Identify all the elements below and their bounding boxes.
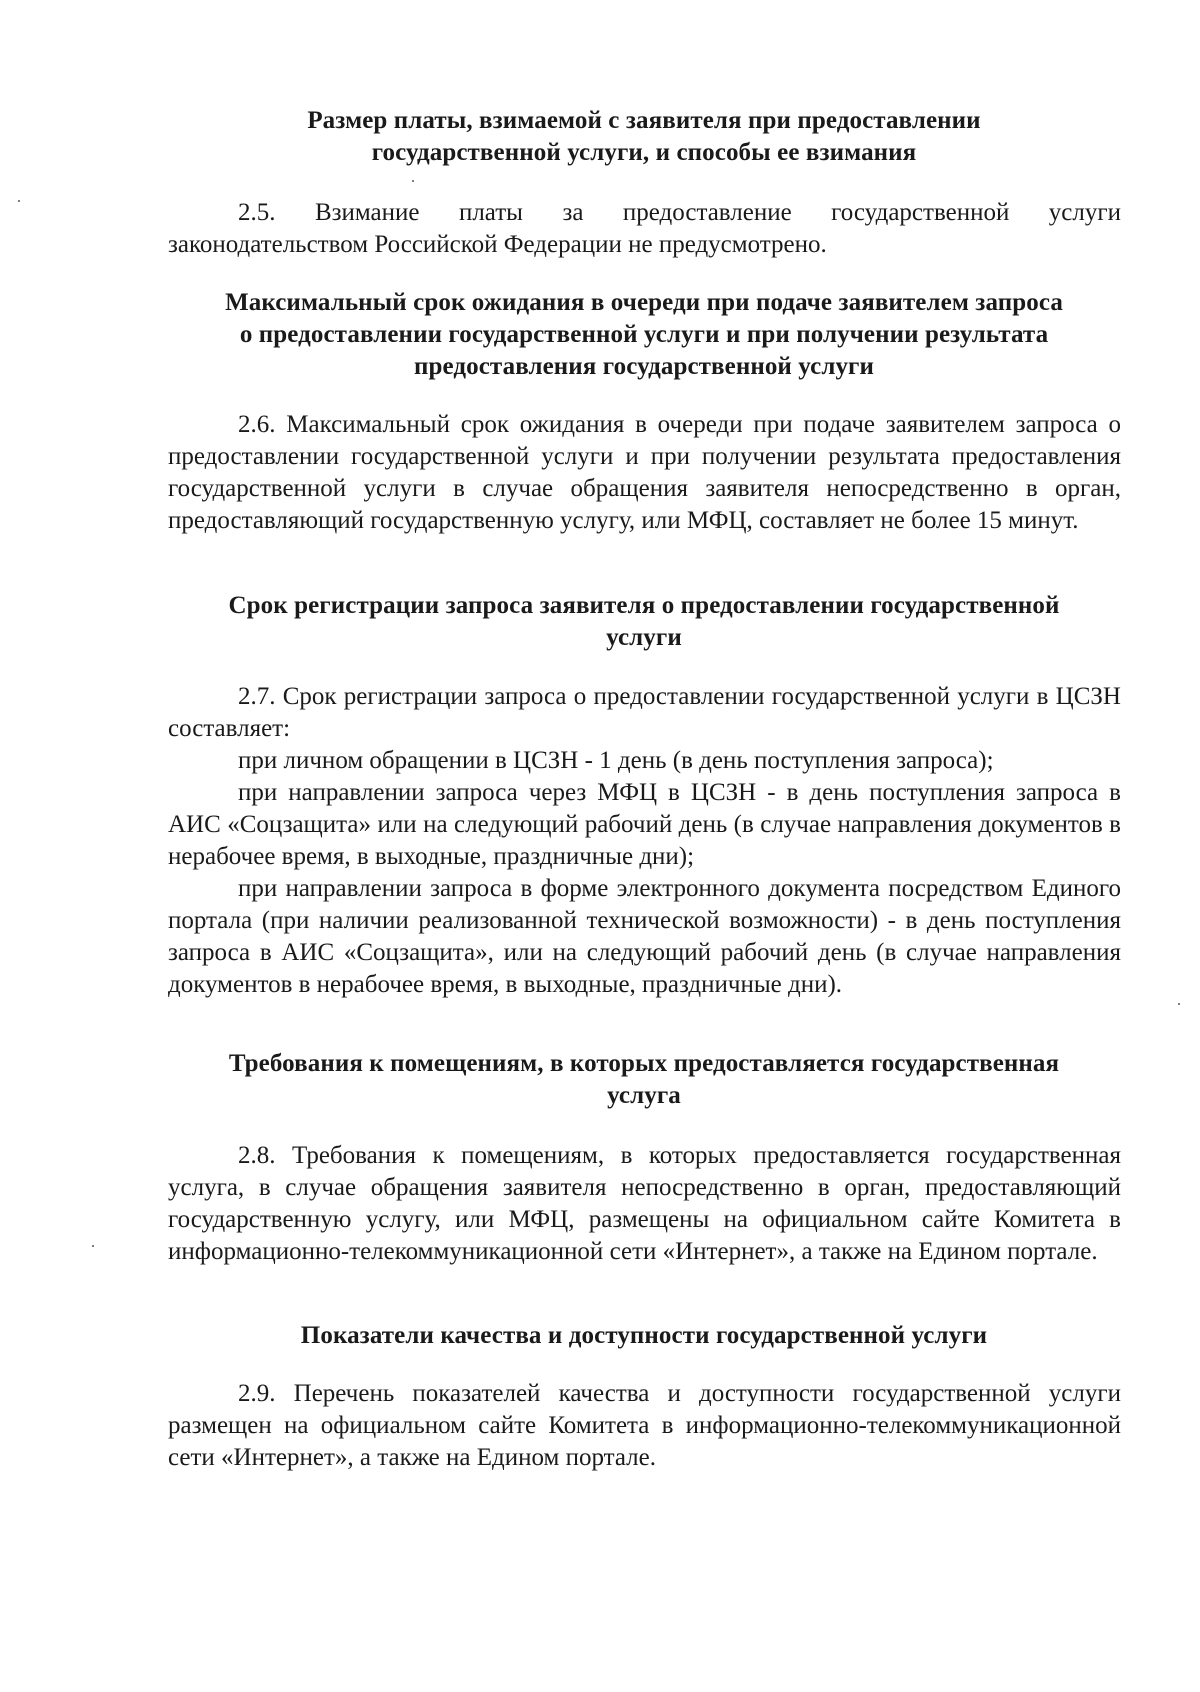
section-heading-fee (160, 105, 1128, 169)
heading-line: Размер платы, взимаемой с заявителя при предоставлении (307, 107, 981, 134)
list-item: при направлении запроса в форме электронного документа посредством Единого портала (при наличии реализованной технической возможности) - в день поступления запроса в АИС «Соцзащита», или на следующий рабочий день (в случае направления документов в нерабочее время, в выходные, праздничные дни). (168, 875, 1121, 998)
heading-line: Требования к помещениям, в которых предоставляется государственная (228, 1050, 1060, 1077)
scan-speck (1178, 1003, 1180, 1005)
section-body-quality (168, 1378, 1121, 1474)
heading-line: услуги (606, 624, 682, 651)
section-body-fee (168, 197, 1121, 261)
heading-line: предоставления государственной услуги (414, 353, 874, 380)
heading-line: о предоставлении государственной услуги и при получении результата (239, 321, 1049, 348)
scan-speck (412, 180, 414, 182)
section-heading-queue (160, 287, 1128, 383)
scan-speck (18, 200, 20, 202)
section-body-registration (168, 681, 1121, 1001)
paragraph-2-9: 2.9. Перечень показателей качества и доступности государственной услуги размещен на официальном сайте Комитета в информационно-телекоммуникационной сети «Интернет», а также на Едином портале. (168, 1380, 1121, 1471)
heading-line: услуга (607, 1082, 681, 1109)
scan-speck (92, 1245, 94, 1247)
list-item: при направлении запроса через МФЦ в ЦСЗН - в день поступления запроса в АИС «Соцзащита» или на следующий рабочий день (в случае направления документов в нерабочее время, в выходные, праздничные дни); (168, 779, 1121, 870)
heading-line: Показатели качества и доступности государственной услуги (300, 1322, 988, 1349)
registration-terms-list (168, 745, 1121, 1001)
list-item: при личном обращении в ЦСЗН - 1 день (в день поступления запроса); (238, 747, 994, 774)
heading-line: Максимальный срок ожидания в очереди при подаче заявителем запроса (225, 289, 1063, 316)
section-heading-premises (160, 1048, 1128, 1112)
section-body-premises (168, 1140, 1121, 1268)
section-body-queue (168, 409, 1121, 537)
heading-line: государственной услуги, и способы ее взимания (371, 139, 917, 166)
paragraph-2-5: 2.5. Взимание платы за предоставление государственной услуги законодательством Российской Федерации не предусмотрено. (168, 199, 1121, 258)
section-heading-quality (160, 1320, 1128, 1352)
section-heading-registration (160, 590, 1128, 654)
paragraph-2-8: 2.8. Требования к помещениям, в которых предоставляется государственная услуга, в случае обращения заявителя непосредственно в орган, предоставляющий государственную услугу, или МФЦ, размещены на официальном сайте Комитета в информационно-телекоммуникационной сети «Интернет», а также на Едином портале. (168, 1142, 1121, 1265)
paragraph-2-6: 2.6. Максимальный срок ожидания в очереди при подаче заявителем запроса о предоставлении государственной услуги и при получении результата предоставления государственной услуги в случае обращения заявителя непосредственно в орган, предоставляющий государственную услугу, или МФЦ, составляет не более 15 минут. (168, 411, 1121, 534)
paragraph-2-7: 2.7. Срок регистрации запроса о предоставлении государственной услуги в ЦСЗН составляет: (168, 683, 1121, 742)
heading-line: Срок регистрации запроса заявителя о предоставлении государственной (228, 592, 1060, 619)
